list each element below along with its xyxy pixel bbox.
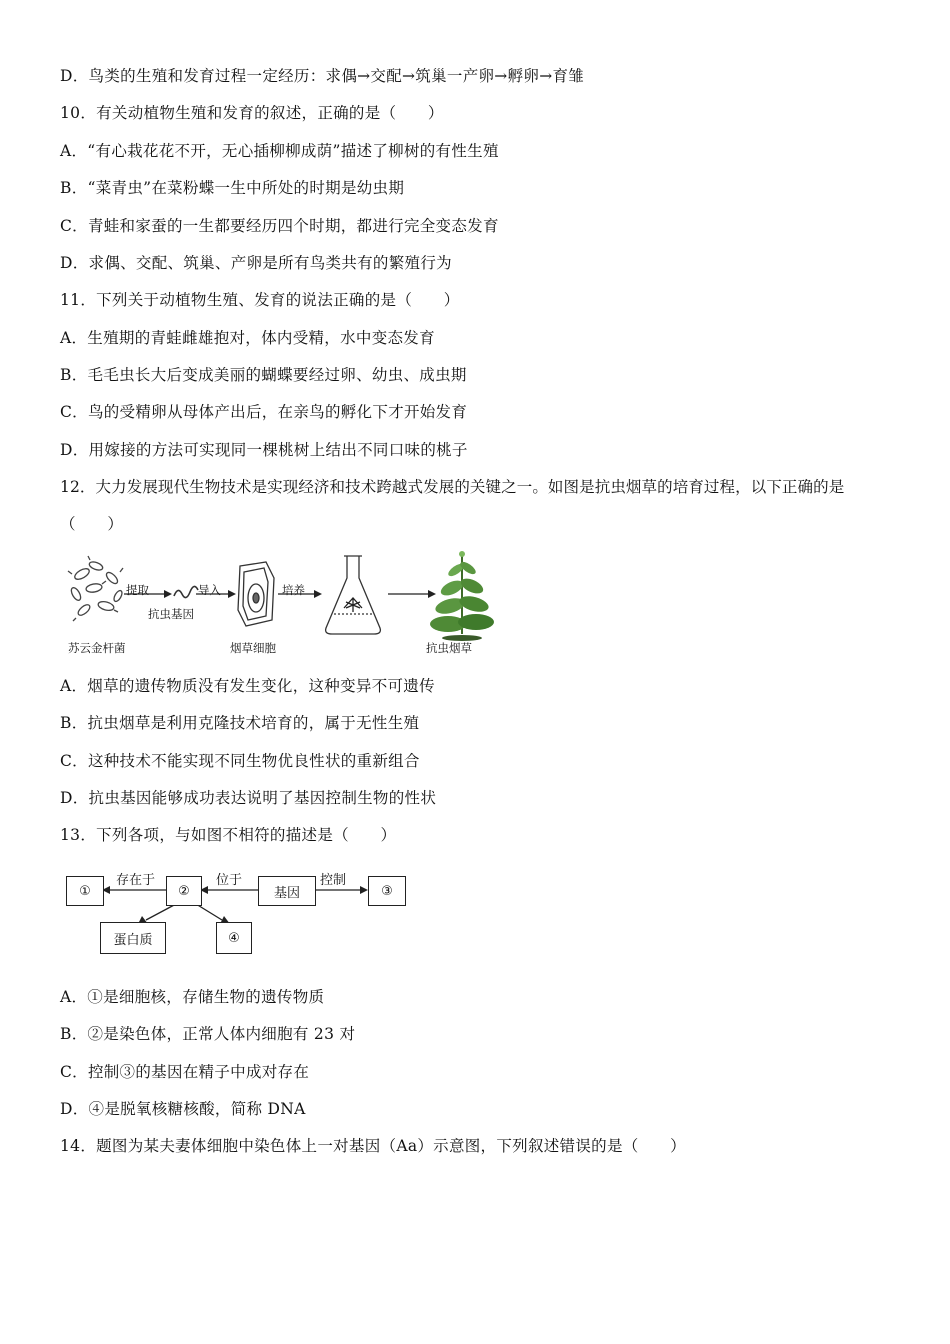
q10-option-a: A．“有心栽花花不开，无心插柳柳成荫”描述了柳树的有性生殖 xyxy=(60,142,499,160)
bacteria-illustration xyxy=(68,556,124,621)
figure-gene-concept-map xyxy=(62,864,422,964)
bacteria-label: 苏云金杆菌 xyxy=(68,641,126,655)
q11-option-a: A．生殖期的青蛙雌雄抱对，体内受精，水中变态发育 xyxy=(60,329,435,347)
q11-option-b: B．毛毛虫长大后变成美丽的蝴蝶要经过卵、幼虫、成虫期 xyxy=(60,366,467,384)
culture-flask-illustration xyxy=(326,556,381,634)
step-import-label: 导入 xyxy=(198,583,221,597)
q9-option-d: D．鸟类的生殖和发育过程一定经历：求偶→交配→筑巢一产卵→孵卵→育雏 xyxy=(60,67,585,85)
q12-stem: 12．大力发展现代生物技术是实现经济和技术跨越式发展的关键之一。如图是抗虫烟草的培育过程，以下正确的是 xyxy=(60,478,845,496)
q13-option-c: C．控制③的基因在精子中成对存在 xyxy=(60,1063,310,1081)
q13-option-d: D．④是脱氧核糖核酸，简称 DNA xyxy=(60,1100,306,1118)
q13-stem: 13．下列各项，与如图不相符的描述是（ ） xyxy=(60,826,397,844)
q10-option-c: C．青蛙和家蚕的一生都要经历四个时期，都进行完全变态发育 xyxy=(60,217,499,235)
arrow-label-locate: 位于 xyxy=(216,873,243,888)
q12-option-d: D．抗虫基因能够成功表达说明了基因控制生物的性状 xyxy=(60,789,437,807)
q12-option-c: C．这种技术不能实现不同生物优良性状的重新组合 xyxy=(60,752,420,770)
box-2: ② xyxy=(166,876,202,906)
gene-illustration xyxy=(174,586,198,597)
box-gene: 基因 xyxy=(258,876,316,906)
q13-option-a: A．①是细胞核，存储生物的遗传物质 xyxy=(60,988,325,1006)
q12-option-a: A．烟草的遗传物质没有发生变化，这种变异不可遗传 xyxy=(60,677,435,695)
step-extract-label: 提取 xyxy=(126,583,149,597)
q10-stem: 10．有关动植物生殖和发育的叙述，正确的是（ ） xyxy=(60,104,444,122)
tobacco-plant-illustration xyxy=(430,551,494,641)
q11-stem: 11．下列关于动植物生殖、发育的说法正确的是（ ） xyxy=(60,291,460,309)
cell-label: 烟草细胞 xyxy=(230,641,276,655)
box-protein: 蛋白质 xyxy=(100,922,166,954)
q14-stem: 14．题图为某夫妻体细胞中染色体上一对基因（Aa）示意图，下列叙述错误的是（ ） xyxy=(60,1137,686,1155)
plant-label: 抗虫烟草 xyxy=(426,641,472,655)
box-4: ④ xyxy=(216,922,252,954)
figure-bt-tobacco-process xyxy=(62,548,502,660)
q13-option-b: B．②是染色体，正常人体内细胞有 23 对 xyxy=(60,1025,356,1043)
box-1: ① xyxy=(66,876,104,906)
q10-option-b: B．“菜青虫”在菜粉蝶一生中所处的时期是幼虫期 xyxy=(60,179,405,197)
tobacco-cell-illustration xyxy=(238,562,274,626)
q11-option-d: D．用嫁接的方法可实现同一棵桃树上结出不同口味的桃子 xyxy=(60,441,468,459)
gene-label: 抗虫基因 xyxy=(148,607,194,621)
q11-option-c: C．鸟的受精卵从母体产出后，在亲鸟的孵化下才开始发育 xyxy=(60,403,468,421)
q12-stem-paren: （ ） xyxy=(60,515,124,533)
box-3: ③ xyxy=(368,876,406,906)
q12-option-b: B．抗虫烟草是利用克隆技术培育的，属于无性生殖 xyxy=(60,714,420,732)
arrow-label-exist: 存在于 xyxy=(116,873,156,888)
step-culture-label: 培养 xyxy=(282,583,305,597)
arrow-label-control: 控制 xyxy=(320,873,347,888)
q10-option-d: D．求偶、交配、筑巢、产卵是所有鸟类共有的繁殖行为 xyxy=(60,254,452,272)
